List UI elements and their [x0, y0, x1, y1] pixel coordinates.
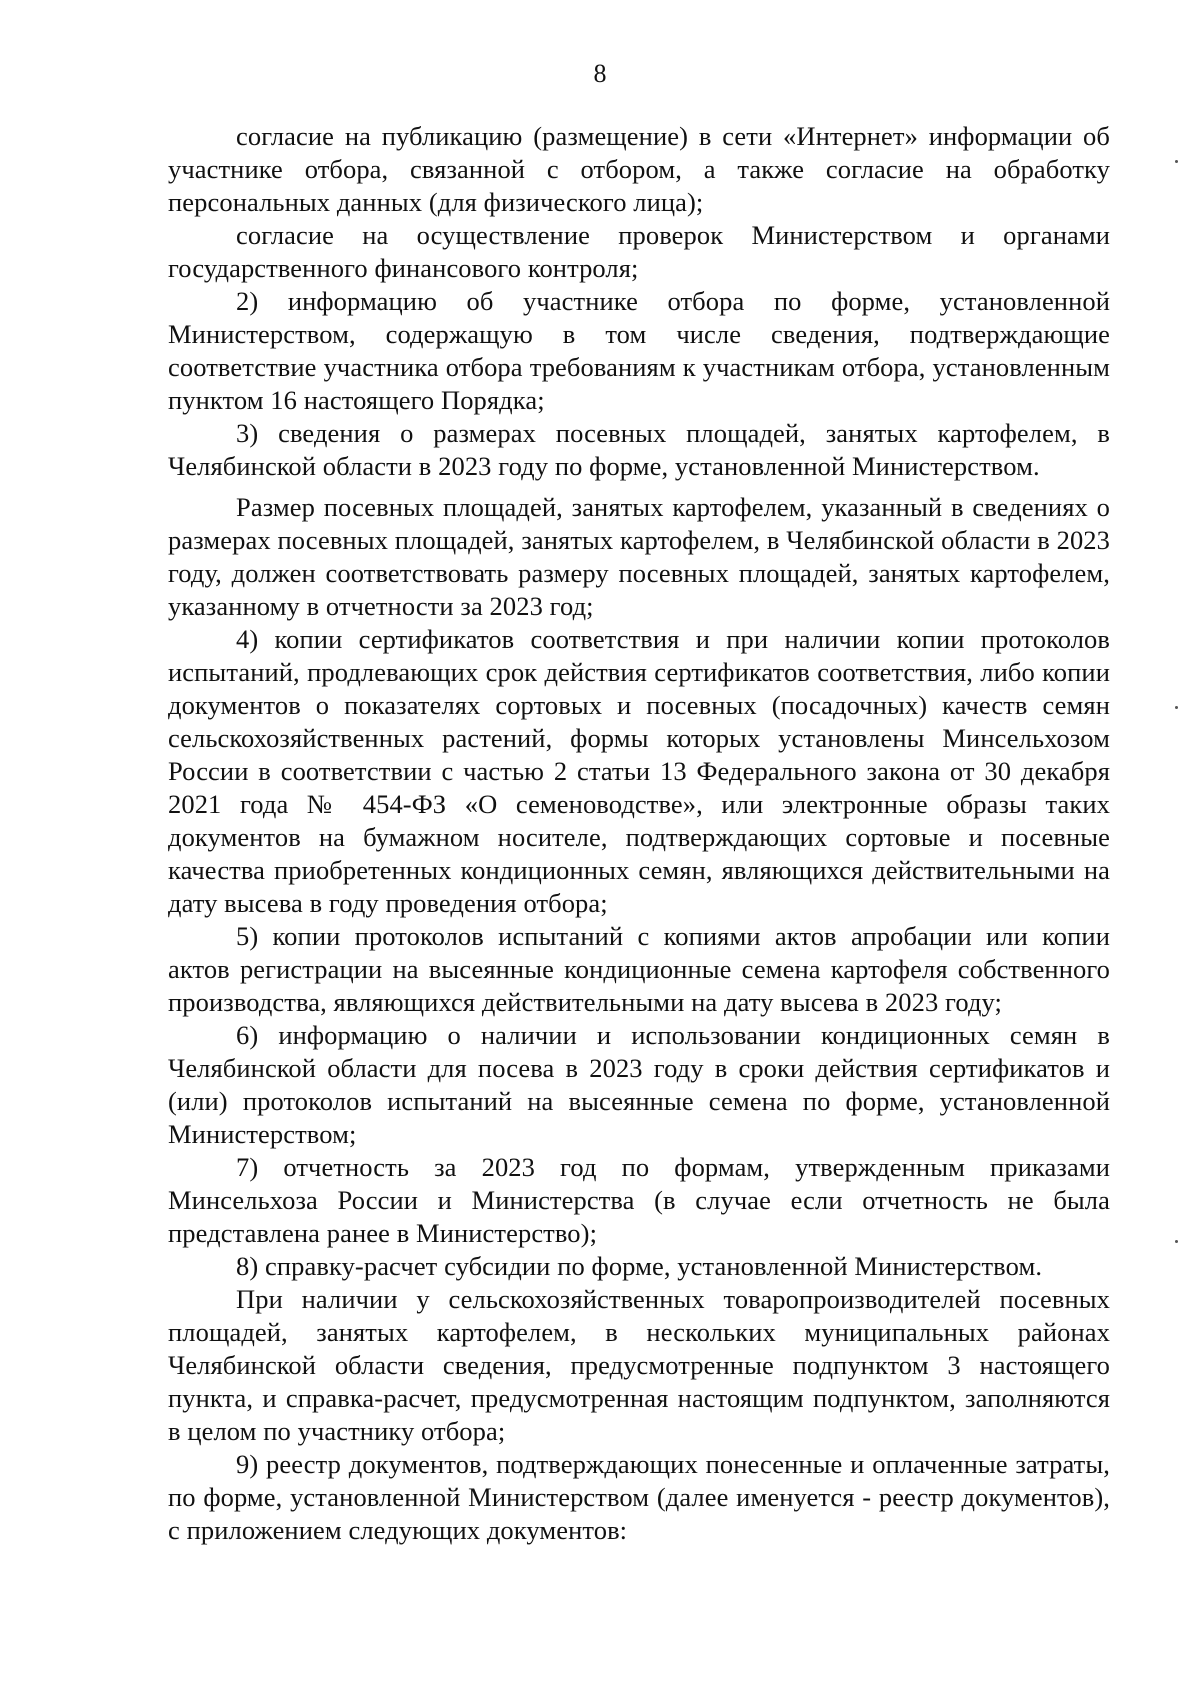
paragraph-item-9: 9) реестр документов, подтверждающих понесенные и оплаченные затраты, по форме, установленной Министерством (далее именуется - реестр документов), с приложением следующих документов: [168, 1449, 1110, 1545]
paragraph-item-2: 2) информацию об участнике отбора по форме, установленной Министерством, содержащую в том числе сведения, подтверждающие соответствие участника отбора требованиям к участникам отбора, установленным пунктом 16 настоящего Порядка; [168, 286, 1110, 415]
paragraph-item-5: 5) копии протоколов испытаний с копиями актов апробации или копии актов регистрации на высеянные кондиционные семена картофеля собственного производства, являющихся действительными на дату высева в 2023 году; [168, 921, 1110, 1017]
paragraph-item-6: 6) информацию о наличии и использовании кондиционных семян в Челябинской области для посева в 2023 году в сроки действия сертификатов и (или) протоколов испытаний на высеянные семена по форме, установленной Министерством; [168, 1020, 1110, 1149]
scan-speck [1175, 1240, 1178, 1243]
paragraph-item-4: 4) копии сертификатов соответствия и при наличии копии протоколов испытаний, продлевающих срок действия сертификатов соответствия, либо копии документов о показателях сортовых и посевных (посадочных) качеств семян сельскохозяйственных растений, формы которых установлены Минсельхозом России в соответствии с частью 2 статьи 13 Федерального закона от 30 декабря 2021 года № 454-ФЗ «О семеноводстве», или электронные образы таких документов на бумажном носителе, подтверждающих сортовые и посевные качества приобретенных кондиционных семян, являющихся действительными на дату высева в году проведения отбора; [168, 624, 1110, 918]
paragraph-item-8: 8) справку-расчет субсидии по форме, установленной Министерством. [236, 1251, 1043, 1281]
paragraph-consent-inspections: согласие на осуществление проверок Министерством и органами государственного финансового контроля; [168, 220, 1110, 283]
scan-speck [1175, 706, 1178, 709]
paragraph-item-7: 7) отчетность за 2023 год по формам, утвержденным приказами Минсельхоза России и Министерства (в случае если отчетность не была представлена ранее в Министерство); [168, 1152, 1110, 1248]
paragraph-consent-publication: согласие на публикацию (размещение) в сети «Интернет» информации об участнике отбора, связанной с отбором, а также согласие на обработку персональных данных (для физического лица); [168, 121, 1110, 217]
scan-speck [1175, 160, 1178, 163]
page-number: 8 [593, 59, 607, 88]
paragraph-multiple-districts: При наличии у сельскохозяйственных товаропроизводителей посевных площадей, занятых картофелем, в нескольких муниципальных районах Челябинской области сведения, предусмотренные подпунктом 3 настоящего пункта, и справка-расчет, предусмотренная настоящим подпунктом, заполняются в целом по участнику отбора; [168, 1284, 1110, 1446]
paragraph-item-3: 3) сведения о размерах посевных площадей, занятых картофелем, в Челябинской области в 2023 году по форме, установленной Министерством. [168, 418, 1110, 481]
paragraph-planting-area: Размер посевных площадей, занятых картофелем, указанный в сведениях о размерах посевных площадей, занятых картофелем, в Челябинской области в 2023 году, должен соответствовать размеру посевных площадей, занятых картофелем, указанному в отчетности за 2023 год; [168, 492, 1110, 621]
document-body [168, 120, 1110, 1547]
